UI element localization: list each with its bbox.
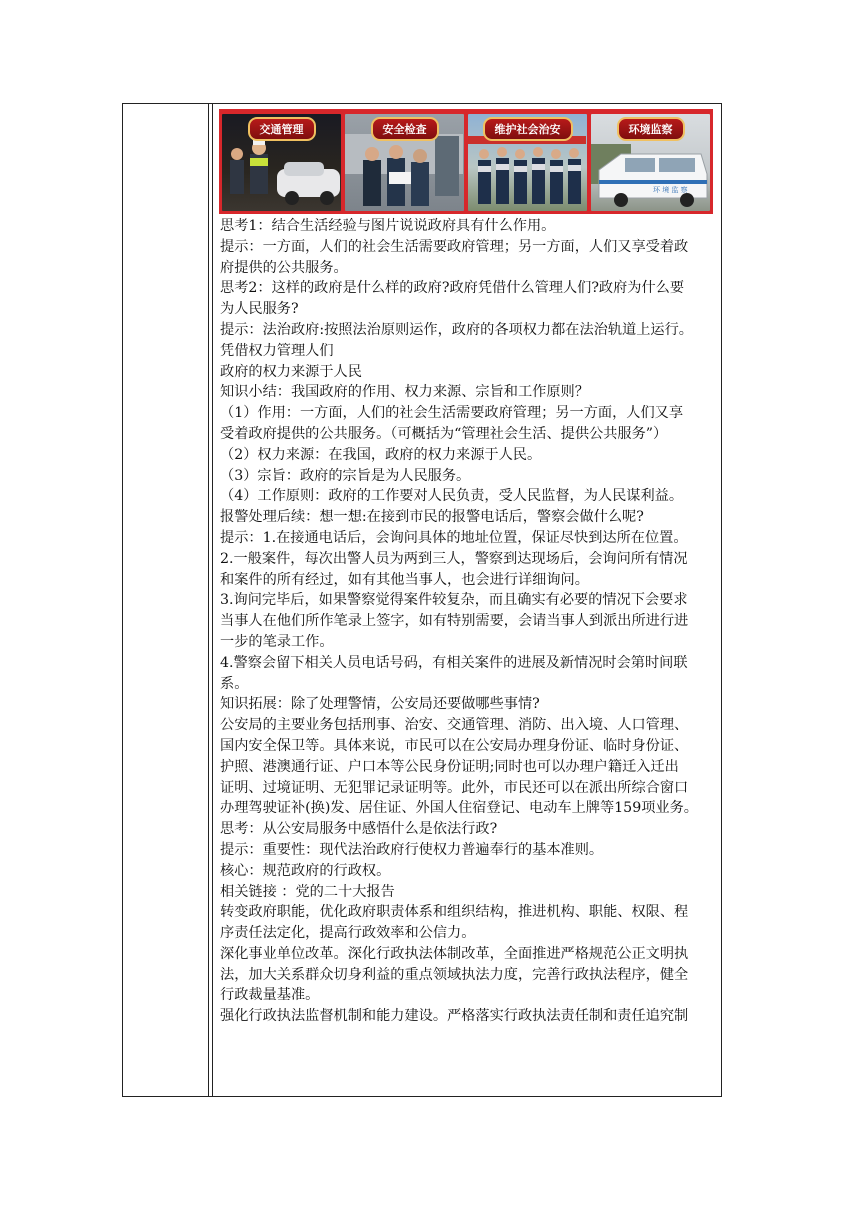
text-line: 思考1：结合生活经验与图片说说政府具有什么作用。	[220, 218, 556, 234]
text-line: 国内安全保卫等。具体来说，市民可以在公安局办理身份证、临时身份证、	[220, 737, 689, 754]
text-line: 强化行政执法监督机制和能力建设。严格落实行政执法责任制和责任追究制	[220, 1008, 689, 1025]
text-line: 系。	[220, 675, 249, 692]
panel-label: 环境监察	[617, 117, 685, 141]
text-line: 知识小结：我国政府的作用、权力来源、宗旨和工作原则？	[220, 384, 589, 401]
text-line: 护照、港澳通行证、户口本等公民身份证明;同时也可以办理户籍迁入迁出	[220, 758, 679, 775]
text-line: 政府的权力来源于人民	[220, 363, 362, 380]
text-line: 提示：法治政府:按照法治原则运作，政府的各项权力都在法治轨道上运行。	[220, 321, 693, 338]
text-line: 序责任法定化，提高行政效率和公信力。	[220, 925, 476, 942]
text-line: 为人民服务?	[220, 301, 299, 318]
text-line: 知识拓展：除了处理警情，公安局还要做哪些事情?	[220, 696, 540, 713]
text-line: （4）工作原则：政府的工作要对人民负责，受人民监督，为人民谋利益。	[220, 488, 684, 505]
panel-label: 交通管理	[248, 117, 316, 141]
text-line: 相关链接 ：党的二十大报告	[220, 883, 395, 900]
text-line: 公安局的主要业务包括刑事、治安、交通管理、消防、出入境、人口管理、	[220, 717, 689, 734]
text-line: 提示：1.在接通电话后，会询问具体的地址位置，保证尽快到达所在位置。	[220, 529, 688, 546]
text-line: （2）权力来源：在我国，政府的权力来源于人民。	[220, 446, 542, 463]
text-line: 办理驾驶证补(换)发、居住证、外国人住宿登记、电动车上牌等159项业务。	[220, 800, 698, 817]
text-line: 凭借权力管理人们	[220, 342, 334, 359]
vehicle-text: 环 境 监 察	[653, 186, 688, 194]
panel-label: 安全检查	[371, 117, 439, 141]
content-table	[122, 103, 722, 1097]
text-line: 核心：规范政府的行政权。	[220, 862, 391, 879]
text-line: 报警处理后续：想一想:在接到市民的报警电话后，警察会做什么呢?	[220, 509, 644, 526]
text-line: （3）宗旨：政府的宗旨是为人民服务。	[220, 467, 471, 484]
text-line: 思考：从公安局服务中感悟什么是依法行政?	[220, 821, 498, 838]
column-divider	[208, 104, 209, 1096]
column-divider-inner	[212, 104, 213, 1096]
text-line: 证明、过境证明、无犯罪记录证明等。此外，市民还可以在派出所综合窗口	[220, 779, 689, 796]
text-line: 当事人在他们所作笔录上签字，如有特别需要，会请当事人到派出所进行进	[220, 613, 689, 630]
text-line: 4.警察会留下相关人员电话号码，有相关案件的进展及新情况时会第时间联	[220, 654, 688, 671]
panel-public-order	[468, 114, 587, 211]
text-line: 深化事业单位改革。深化行政执法体制改革，全面推进严格规范公正文明执	[220, 945, 689, 962]
text-line: 行政裁量基准。	[220, 987, 320, 1004]
text-line: 一步的笔录工作。	[220, 633, 334, 650]
lesson-text	[220, 216, 715, 1027]
text-line: 转变政府职能，优化政府职责体系和组织结构，推进机构、职能、权限、程	[220, 904, 689, 921]
text-line: 3.询问完毕后，如果警察觉得案件较复杂，而且确实有必要的情况下会要求	[220, 592, 688, 609]
panel-environment-inspection	[591, 114, 710, 211]
text-line: 和案件的所有经过，如有其他当事人，也会进行详细询问。	[220, 571, 589, 588]
panel-traffic-management	[222, 114, 341, 211]
text-line: （1）作用：一方面，人们的社会生活需要政府管理；另一方面，人们又享	[220, 405, 684, 422]
text-line: 思考2：这样的政府是什么样的政府?政府凭借什么管理人们?政府为什么要	[220, 280, 685, 297]
panel-safety-inspection	[345, 114, 464, 211]
text-line: 法，加大关系群众切身利益的重点领域执法力度，完善行政执法程序，健全	[220, 966, 689, 983]
panel-label: 维护社会治安	[483, 117, 573, 141]
text-line: 受着政府提供的公共服务。（可概括为“管理社会生活、提供公共服务”）	[220, 425, 668, 442]
text-line: 提示：重要性：现代法治政府行使权力普遍奉行的基本准则。	[220, 841, 604, 858]
illustration-banner	[219, 109, 713, 214]
text-line: 2.一般案件，每次出警人员为两到三人，警察到达现场后，会询问所有情况	[220, 550, 688, 567]
text-line: 提示：一方面，人们的社会生活需要政府管理；另一方面，人们又享受着政	[220, 238, 689, 255]
text-line: 府提供的公共服务。	[220, 259, 348, 276]
